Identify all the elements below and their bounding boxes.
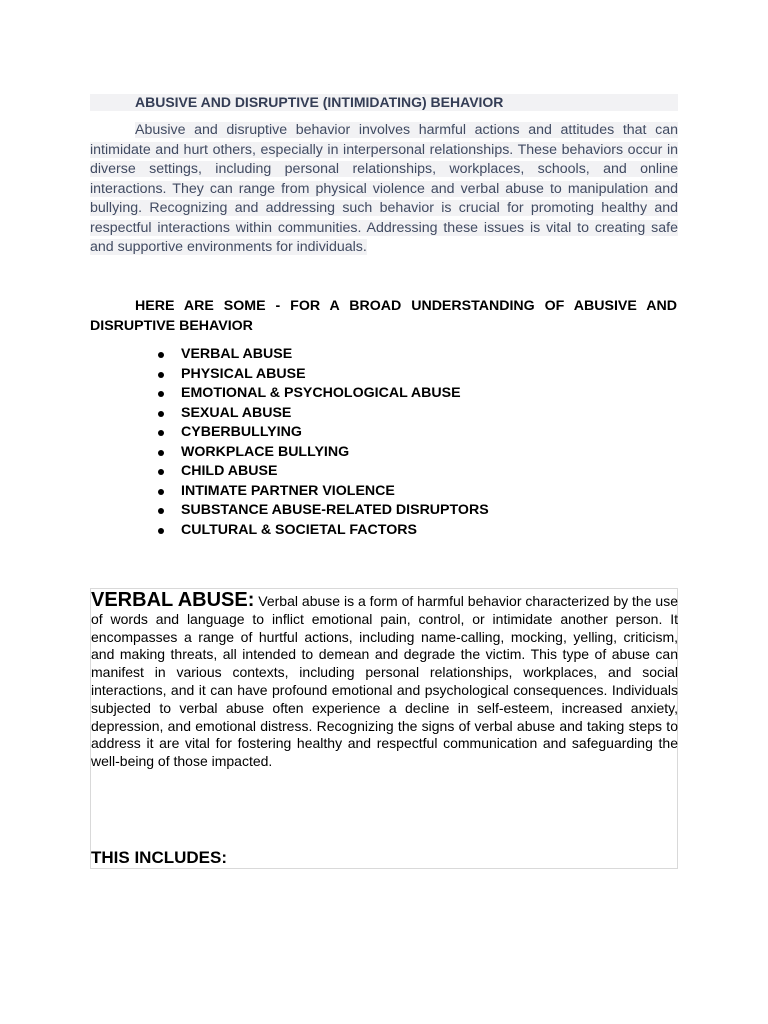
list-item <box>155 423 655 443</box>
list-item <box>155 443 655 463</box>
verbal-abuse-body: Verbal abuse is a form of harmful behavior characterized by the use of words and language to inflict emotional pain, control, or intimidate another person. It encompasses a range of hurtful actions, including name-calling, mocking, yelling, criticism, and making threats, all intended to demean and degrade the victim. This type of abuse can manifest in various contexts, including personal relationships, workplaces, and social interactions, and it can have profound emotional and psychological consequences. Individuals subjected to verbal abuse often experience a decline in self-esteem, increased anxiety, depression, and emotional distress. Recognizing the signs of verbal abuse and taking steps to address it are vital for fostering healthy and respectful communication and safeguarding the well-being of those impacted. <box>91 593 678 770</box>
bullet-icon <box>158 411 164 417</box>
list-item <box>155 345 655 365</box>
list-item-label: CYBERBULLYING <box>181 424 302 440</box>
verbal-abuse-box <box>90 588 678 869</box>
bullet-icon <box>158 352 164 358</box>
list-item <box>155 501 655 521</box>
list-item-label: INTIMATE PARTNER VIOLENCE <box>181 482 395 499</box>
list-item-label: PHYSICAL ABUSE <box>181 365 306 382</box>
bullet-icon <box>158 469 164 475</box>
list-item-label: EMOTIONAL & PSYCHOLOGICAL ABUSE <box>181 385 461 401</box>
bullet-icon <box>158 508 164 514</box>
list-item <box>155 462 655 482</box>
verbal-abuse-title: VERBAL ABUSE: <box>91 589 255 611</box>
list-item-label: WORKPLACE BULLYING <box>181 443 350 460</box>
list-item-label: CHILD ABUSE <box>181 463 278 479</box>
bullet-icon <box>158 430 164 436</box>
bullet-icon <box>158 391 164 397</box>
list-item <box>155 365 655 385</box>
verbal-abuse-paragraph <box>91 589 678 771</box>
list-item <box>155 482 655 502</box>
list-item-label: SUBSTANCE ABUSE-RELATED DISRUPTORS <box>181 502 489 518</box>
bullet-icon <box>158 372 164 378</box>
bullet-icon <box>158 450 164 456</box>
intro-paragraph-text: Abusive and disruptive behavior involves harmful actions and attitudes that can intimidate and hurt others, especially in interpersonal relationships. These behaviors occur in diverse settings, including personal relationships, workplaces, schools, and online interactions. They can range from physical violence and verbal abuse to manipulation and bullying. Recognizing and addressing such behavior is crucial for promoting healthy and respectful interactions within communities. Addressing these issues is vital to creating safe and supportive environments for individuals. <box>90 122 678 255</box>
includes-label: THIS INCLUDES: <box>91 848 227 867</box>
category-list <box>155 345 655 540</box>
intro-paragraph <box>90 121 678 258</box>
section-title: ABUSIVE AND DISRUPTIVE (INTIMIDATING) BEHAVIOR <box>90 94 678 111</box>
list-item <box>155 521 655 541</box>
list-item-label: CULTURAL & SOCIETAL FACTORS <box>181 521 417 538</box>
bullet-icon <box>158 528 164 534</box>
list-item <box>155 404 655 424</box>
bullet-icon <box>158 489 164 495</box>
overview-heading: HERE ARE SOME - FOR A BROAD UNDERSTANDING OF ABUSIVE AND DISRUPTIVE BEHAVIOR <box>90 298 677 334</box>
list-item-label: SEXUAL ABUSE <box>181 404 292 421</box>
list-item-label: VERBAL ABUSE <box>181 346 293 362</box>
list-item <box>155 384 655 404</box>
